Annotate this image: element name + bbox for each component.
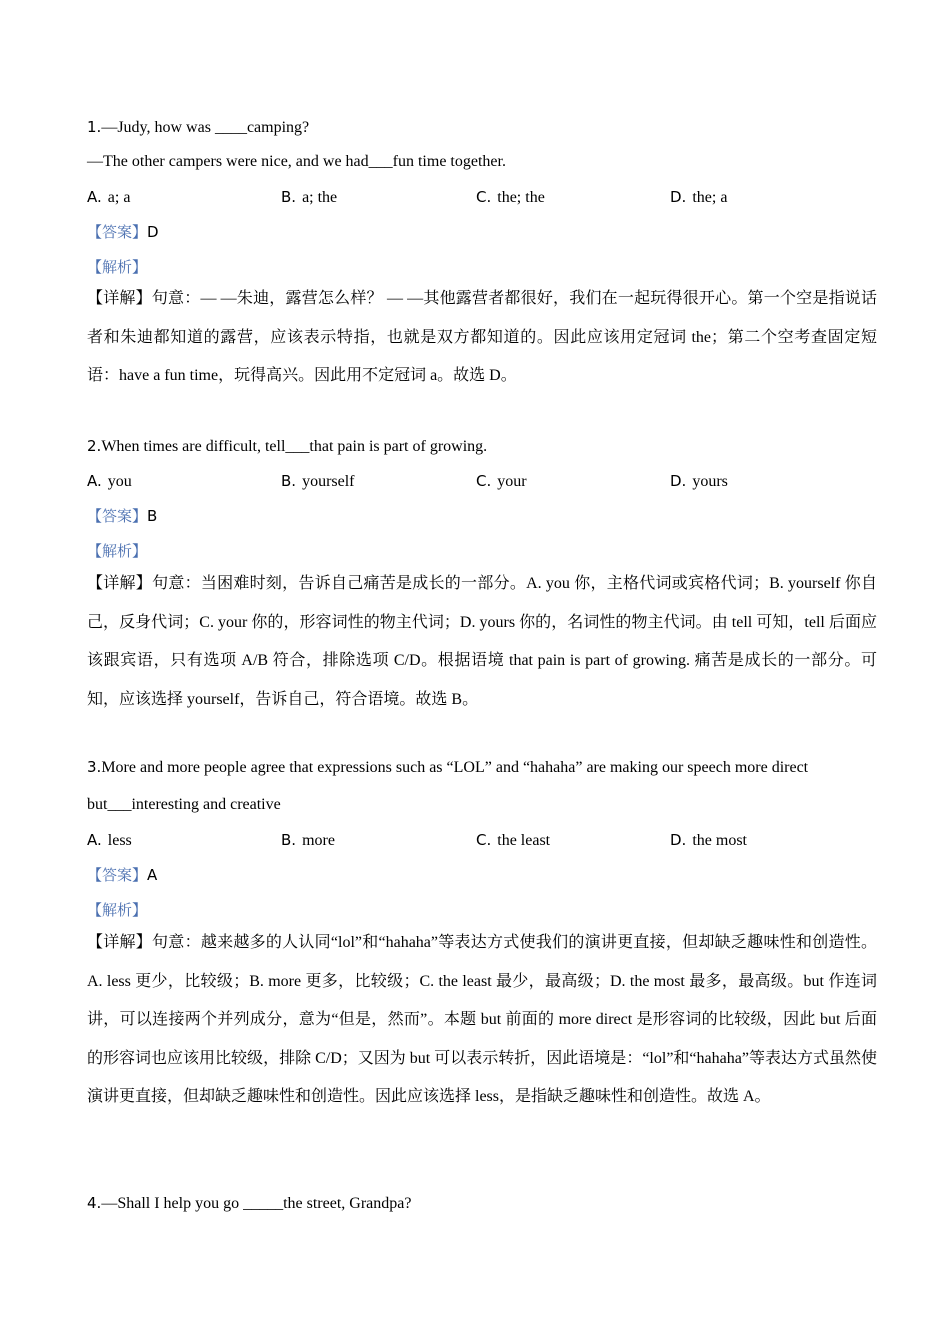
analysis-line bbox=[87, 257, 147, 278]
answer-value: A bbox=[147, 866, 158, 884]
question-number: 1. bbox=[87, 118, 102, 136]
answer-tag: 【答案】 bbox=[87, 866, 148, 884]
option-c: C. the least bbox=[476, 831, 551, 849]
option-d: D. the most bbox=[670, 831, 747, 849]
question-number: 3. bbox=[87, 758, 102, 776]
option-b: B. more bbox=[281, 831, 335, 849]
option-c: C. the; the bbox=[476, 188, 545, 206]
detail-paragraph: 【详解】句意：当困难时刻，告诉自己痛苦是成长的一部分。A. you 你，主格代词或宾格代词；B. yourself 你自己，反身代词；C. your 你的，形容词性的物主代词；D. yours 你的，名词性的物主代词。由 tell 可知，tell 后面应该跟宾语，只有选项 A/B 符合，排除选项 C/D。根据语境 that pain is part of growing. 痛苦是成长的一部分。可知，应该选择 yourself，告诉自己，符合语境。故选 B。 bbox=[87, 575, 877, 708]
analysis-tag: 【解析】 bbox=[87, 542, 148, 560]
question-1-stem-line-1: 1.—Judy, how was ____camping? bbox=[87, 118, 310, 136]
option-d: D. the; a bbox=[670, 188, 728, 206]
option-a: A. less bbox=[87, 831, 132, 849]
answer-value: B bbox=[147, 507, 158, 525]
answer-line bbox=[87, 865, 157, 886]
analysis-tag: 【解析】 bbox=[87, 258, 148, 276]
detail-tag: 【详解】 bbox=[87, 934, 153, 951]
analysis-line bbox=[87, 541, 147, 562]
answer-line bbox=[87, 506, 157, 527]
option-d: D. yours bbox=[670, 472, 728, 490]
question-4-stem: 4.—Shall I help you go _____the street, Grandpa? bbox=[87, 1194, 412, 1212]
answer-value: D bbox=[147, 223, 159, 241]
option-c: C. your bbox=[476, 472, 527, 490]
question-3-stem-line-1: 3.More and more people agree that expressions such as “LOL” and “hahaha” are making our speech more direct bbox=[87, 758, 809, 776]
question-2-stem: 2.When times are difficult, tell___that pain is part of growing. bbox=[87, 437, 488, 455]
answer-line bbox=[87, 222, 159, 243]
answer-tag: 【答案】 bbox=[87, 223, 148, 241]
question-number: 2. bbox=[87, 437, 102, 455]
option-b: B. yourself bbox=[281, 472, 355, 490]
detail-paragraph: 【详解】句意：越来越多的人认同“lol”和“hahaha”等表达方式使我们的演讲更直接，但却缺乏趣味性和创造性。A. less 更少，比较级；B. more 更多，比较级；C. the least 最少，最高级；D. the most 最多，最高级。but 作连词讲，可以连接两个并列成分，意为“但是，然而”。本题 but 前面的 more direct 是形容词的比较级，因此 but 后面的形容词也应该用比较级，排除 C/D；又因为 but 可以表示转折，因此语境是：“lol”和“hahaha”等表达方式虽然使演讲更直接，但却缺乏趣味性和创造性。因此应该选择 less，是指缺乏趣味性和创造性。故选 A。 bbox=[87, 934, 877, 1105]
option-b: B. a; the bbox=[281, 188, 338, 206]
detail-tag: 【详解】 bbox=[87, 575, 153, 592]
question-1-stem-line-2: —The other campers were nice, and we had___fun time together. bbox=[87, 153, 506, 170]
option-a: A. a; a bbox=[87, 188, 131, 206]
question-number: 4. bbox=[87, 1194, 102, 1212]
analysis-line bbox=[87, 900, 147, 921]
detail-tag: 【详解】 bbox=[87, 290, 152, 307]
analysis-tag: 【解析】 bbox=[87, 901, 148, 919]
question-3-stem-line-2: but___interesting and creative bbox=[87, 796, 281, 813]
answer-tag: 【答案】 bbox=[87, 507, 148, 525]
option-a: A. you bbox=[87, 472, 132, 490]
detail-paragraph: 【详解】句意：— —朱迪，露营怎么样？ — —其他露营者都很好，我们在一起玩得很开心。第一个空是指说话者和朱迪都知道的露营，应该表示特指，也就是双方都知道的。因此应该用定冠词 the；第二个空考查固定短语：have a fun time，玩得高兴。因此用不定冠词 a。故选 D。 bbox=[87, 290, 877, 384]
